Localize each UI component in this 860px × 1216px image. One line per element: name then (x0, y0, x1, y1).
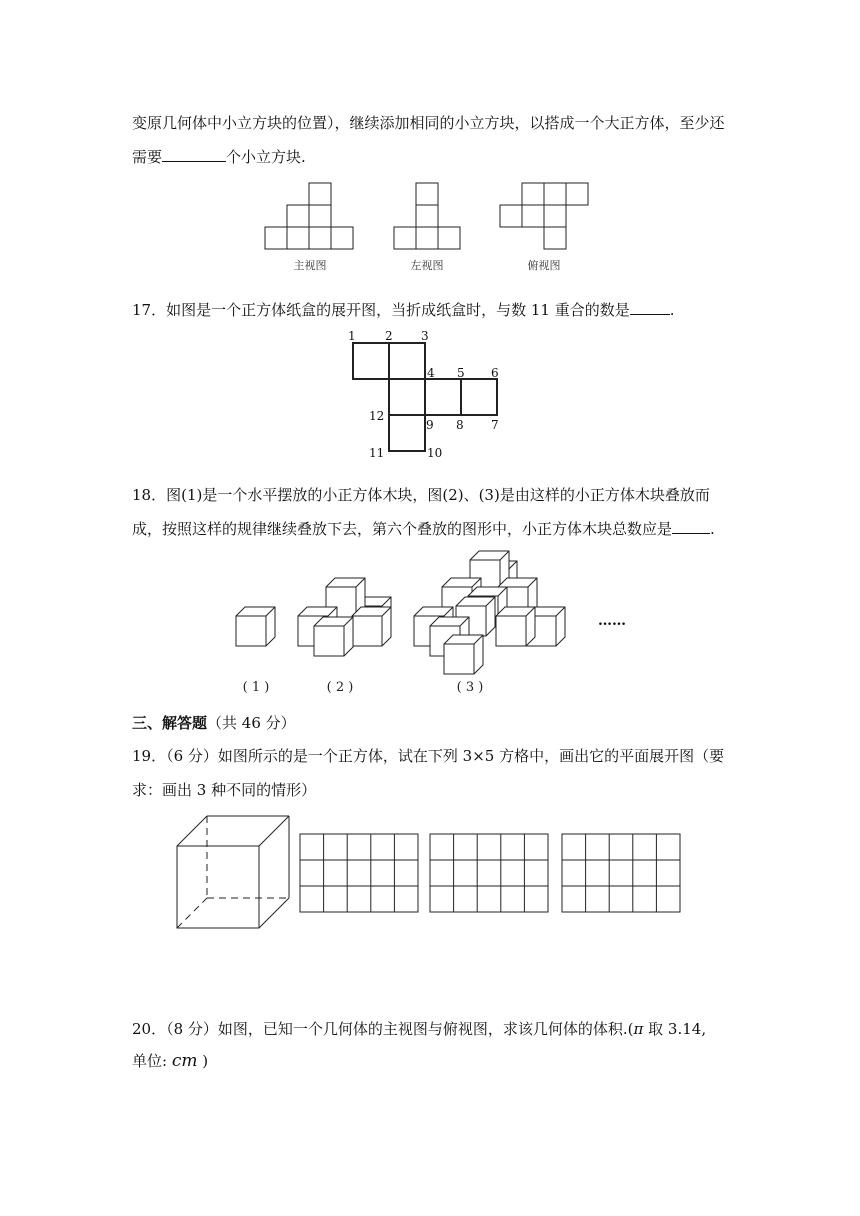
net-label-4: 4 (427, 366, 435, 380)
q18-line2-post: . (710, 520, 715, 538)
net-label-1: 1 (348, 329, 356, 343)
q19-figure (0, 810, 860, 930)
pi-symbol: π (633, 1020, 644, 1038)
q16-line2-post: 个小立方块. (226, 148, 306, 166)
top-view (500, 183, 588, 249)
net-label-11: 11 (369, 446, 385, 460)
cube-net (353, 343, 497, 451)
stack-figure-1 (236, 607, 275, 646)
q20-line2-post: ) (197, 1052, 209, 1070)
net-label-5: 5 (457, 366, 465, 380)
q17-text (132, 299, 675, 320)
q18-line2-pre: 成，按照这样的规律继续叠放下去，第六个叠放的图形中，小正方体木块总数应是 (132, 520, 673, 538)
section-score: （共 46 分） (207, 714, 296, 732)
q20-line2 (132, 1050, 208, 1071)
net-label-12: 12 (369, 409, 385, 423)
q16-line2 (132, 146, 306, 167)
net-label-9: 9 (426, 418, 434, 432)
q20-line1 (132, 1018, 706, 1039)
top-view-caption: 俯视图 (527, 259, 561, 272)
grid-3x5-b (430, 834, 548, 912)
net-label-2: 2 (385, 329, 393, 343)
q17-text-pre: 17．如图是一个正方体纸盒的展开图，当折成纸盒时，与数 11 重合的数是 (132, 301, 630, 319)
unit-cm: cm (171, 1051, 198, 1071)
section-heading (132, 712, 296, 733)
left-view-caption: 左视图 (410, 259, 444, 272)
caption-1: ( 1 ) (242, 680, 270, 695)
q17-text-post: . (669, 301, 675, 319)
stacked-cubes-figure (0, 545, 860, 695)
q19-line2: 求：画出 3 种不同的情形） (132, 781, 317, 799)
grid-3x5-a (300, 834, 418, 912)
net-label-8: 8 (456, 418, 464, 432)
caption-2: ( 2 ) (326, 680, 354, 695)
answer-blank-17 (630, 300, 670, 315)
ellipsis: …… (598, 613, 626, 629)
front-view (265, 183, 353, 249)
q19-line1: 19．（6 分）如图所示的是一个正方体，试在下列 3×5 方格中，画出它的平面展开图（要 (132, 747, 725, 765)
left-view (394, 183, 460, 249)
answer-blank-16 (162, 147, 226, 162)
q20-line1-post: 取 3.14, (643, 1020, 707, 1038)
q16-line2-pre: 需要 (132, 148, 163, 166)
cube-drawing (177, 816, 289, 928)
q20-line2-pre: 单位: (132, 1052, 172, 1070)
q18-line1: 18．图(1)是一个水平摆放的小正方体木块，图(2)、(3)是由这样的小正方体木块叠放而 (132, 486, 710, 504)
three-views-figure (0, 175, 860, 295)
caption-3: ( 3 ) (456, 680, 484, 695)
net-label-10: 10 (427, 446, 443, 460)
answer-blank-18 (672, 519, 710, 534)
net-label-7: 7 (491, 418, 499, 432)
q20-line1-pre: 20．（8 分）如图，已知一个几何体的主视图与俯视图，求该几何体的体积.( (132, 1020, 634, 1038)
q16-line1: 变原几何体中小立方块的位置），继续添加相同的小立方块，以搭成一个大正方体，至少还 (132, 114, 725, 132)
net-label-3: 3 (421, 329, 429, 343)
q18-line2 (132, 518, 715, 539)
cube-net-figure (0, 325, 860, 465)
grid-3x5-c (562, 834, 680, 912)
stack-figure-3 (414, 551, 565, 674)
section-title: 三、解答题 (132, 714, 208, 732)
net-label-6: 6 (491, 366, 499, 380)
front-view-caption: 主视图 (293, 259, 327, 272)
stack-figure-2 (298, 578, 391, 656)
